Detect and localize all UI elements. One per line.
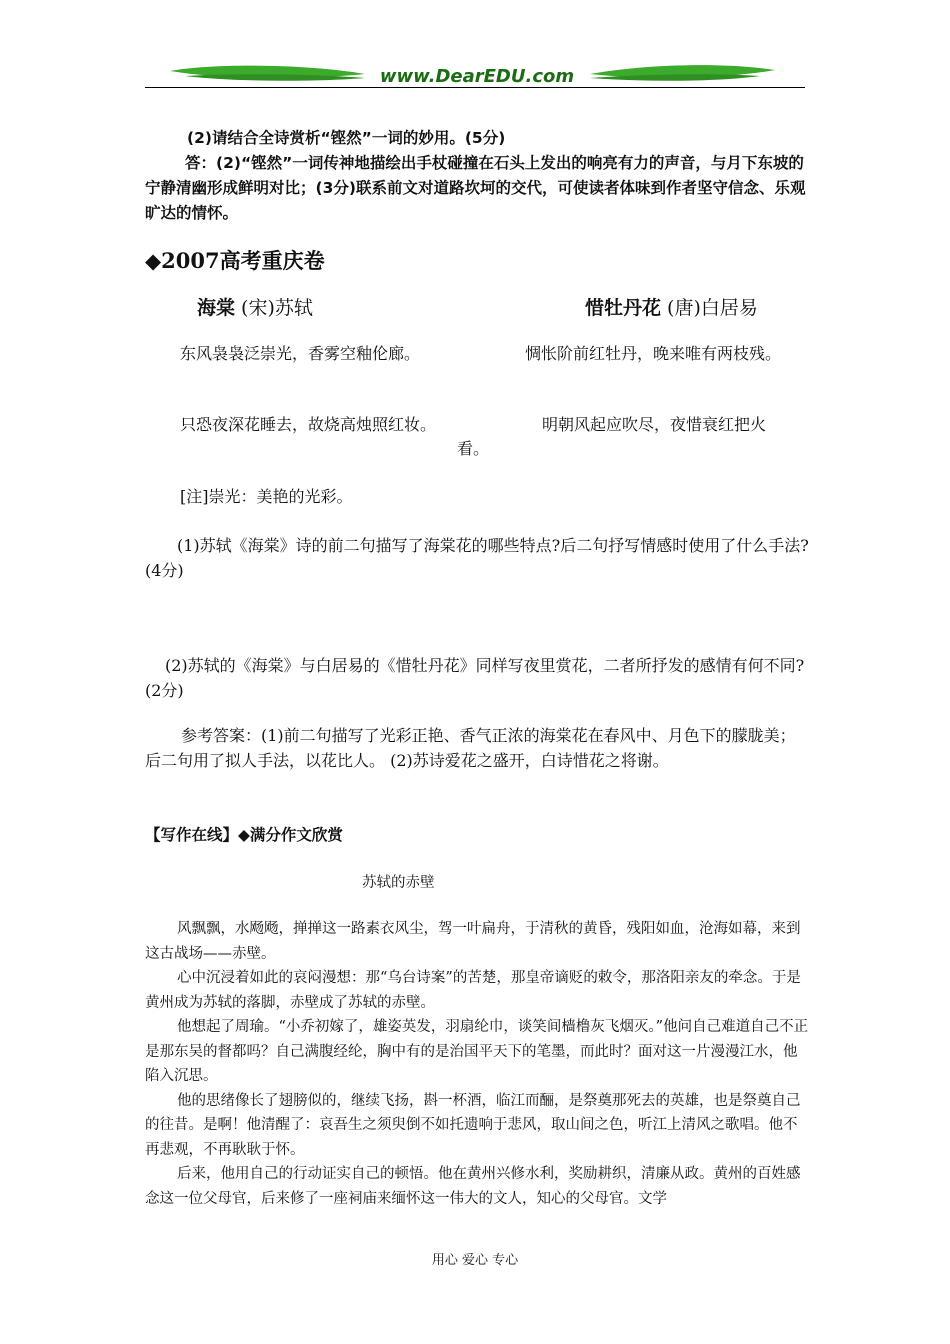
essay-body bbox=[145, 917, 810, 1211]
question-1: (1)苏轼《海棠》诗的前二句描写了海棠花的哪些特点?后二句抒写情感时使用了什么手法?(4分) bbox=[145, 536, 809, 580]
site-banner-logo bbox=[145, 58, 805, 90]
essay-paragraph: 后来，他用自己的行动证实自己的顿悟。他在黄州兴修水利，奖励耕织，清廉从政。黄州的百姓感念这一位父母官，后来修了一座祠庙来缅怀这一伟大的文人，知心的父母官。文学 bbox=[145, 1166, 801, 1207]
essay-title: 苏轼的赤壁 bbox=[362, 875, 435, 891]
section-title: ◆2007高考重庆卷 bbox=[145, 248, 325, 273]
poem2-line2-cont: 看。 bbox=[457, 439, 490, 458]
poem2-title: 惜牡丹花 (唐)白居易 bbox=[585, 297, 758, 319]
writing-heading: 【写作在线】◆满分作文欣赏 bbox=[145, 826, 343, 844]
site-url: www.DearEDU.com bbox=[379, 66, 575, 87]
question-2b: (2)苏轼的《海棠》与白居易的《惜牡丹花》同样写夜里赏花，二者所抒发的感情有何不同? (2分) bbox=[145, 656, 805, 700]
poem2-line1: 惆怅阶前红牡丹，晚来唯有两枝残。 bbox=[525, 344, 782, 363]
poem1-title: 海棠 (宋)苏轼 bbox=[197, 297, 313, 319]
essay-paragraph: 风飘飘，水飏飏，掸掸这一路素衣风尘，驾一叶扁舟，于清秋的黄昏，残阳如血，沧海如幕，来到这古战场——赤壁。 bbox=[145, 921, 801, 962]
poem2-line2: 明朝风起应吹尽，夜惜衰红把火 bbox=[542, 415, 767, 434]
essay-paragraph: 他想起了周瑜。“小乔初嫁了，雄姿英发，羽扇纶巾，谈笑间樯橹灰飞烟灭。”他问自己难道自己不正是那东吴的督都吗？自己满腹经纶，胸中有的是治国平天下的笔墨，而此时？面对这一片漫漫江水，他陷入沉思。 bbox=[145, 1019, 809, 1084]
essay-paragraph: 他的思绪像长了翅膀似的，继续飞扬，斟一杯酒，临江而酾，是祭奠那死去的英雄，也是祭奠自己的往昔。是啊！他清醒了：哀吾生之须臾倒不如托遗响于悲风，取山间之色，听江上清风之歌唱。他不再悲观，不再耿耿于怀。 bbox=[145, 1092, 801, 1158]
poem-note: [注]崇光：美艳的光彩。 bbox=[180, 487, 353, 506]
question-2: (2)请结合全诗赏析“铿然”一词的妙用。(5分) bbox=[187, 129, 506, 147]
essay-paragraph: 心中沉浸着如此的哀闷漫想：那“乌台诗案”的苦楚，那皇帝谪贬的敕令，那洛阳亲友的牵念。于是黄州成为苏轼的落脚，赤壁成了苏轼的赤壁。 bbox=[145, 970, 801, 1011]
answer-2: 答：(2)“铿然”一词传神地描绘出手杖碰撞在石头上发出的响亮有力的声音，与月下东坡的宁静清幽形成鲜明对比；(3分)联系前文对道路坎坷的交代，可使读者体味到作者坚守信念、乐观旷达的情怀。 bbox=[145, 154, 806, 222]
header-rule bbox=[145, 87, 805, 88]
poem1-line1: 东风袅袅泛崇光，香雾空釉伦廊。 bbox=[180, 344, 421, 363]
reference-answer: 参考答案：(1)前二句描写了光彩正艳、香气正浓的海棠花在春风中、月色下的朦胧美；后二句用了拟人手法，以花比人。 (2)苏诗爱花之盛开，白诗惜花之将谢。 bbox=[145, 726, 796, 770]
poem1-line2: 只恐夜深花睡去，故烧高烛照红妆。 bbox=[180, 415, 437, 434]
page-footer: 用心 爱心 专心 bbox=[431, 1253, 519, 1268]
